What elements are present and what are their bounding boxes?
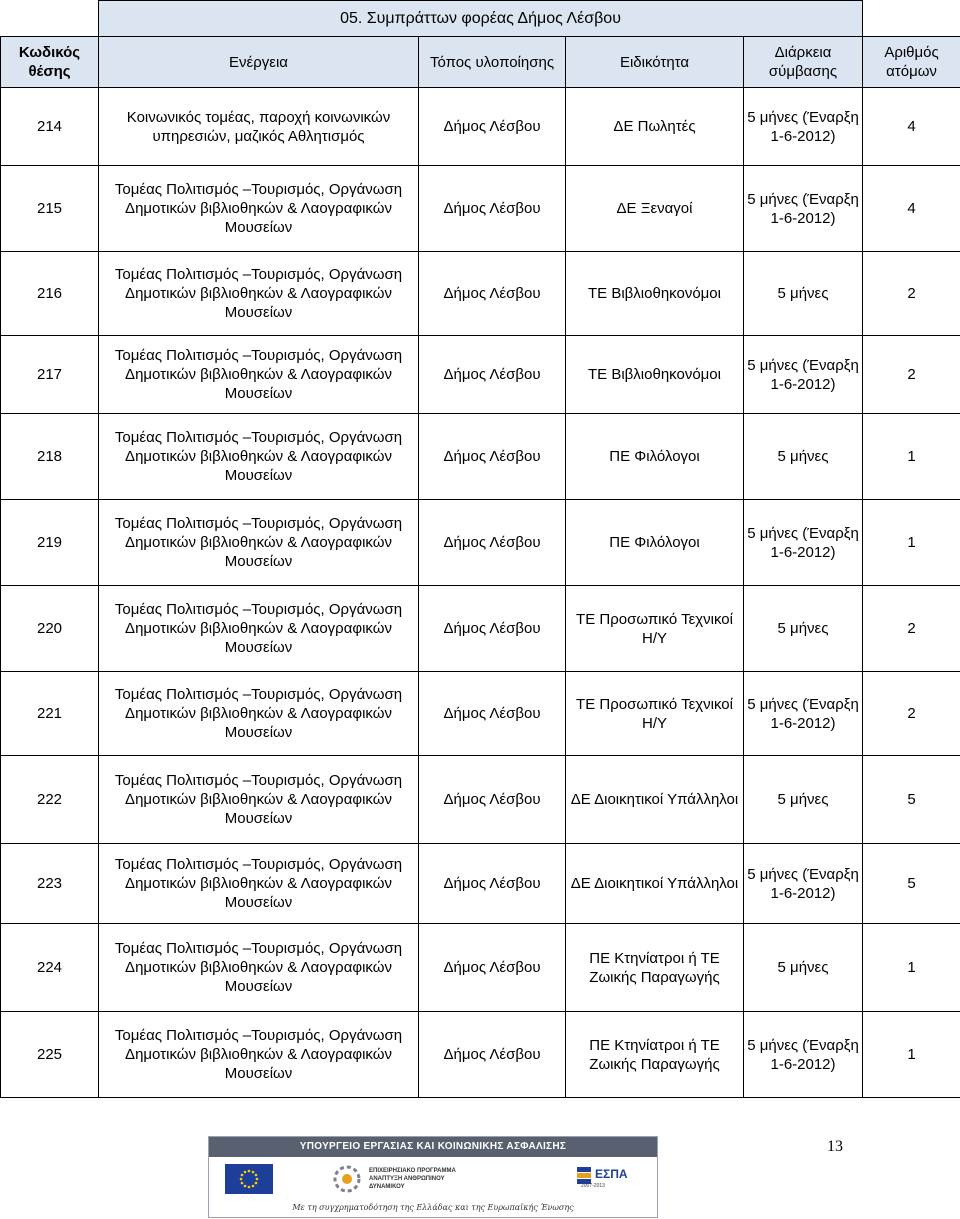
persons-cell: 1: [863, 924, 960, 1012]
header-persons: Αριθμός ατόμων: [863, 37, 960, 88]
persons-cell: 5: [863, 844, 960, 924]
code-cell: 218: [1, 414, 99, 500]
place-cell: Δήμος Λέσβου: [419, 252, 566, 336]
header-code: Κωδικός θέσης: [1, 37, 99, 88]
specialty-cell: ΔΕ Πωλητές: [566, 88, 744, 166]
table-row: [1, 672, 960, 756]
place-cell: Δήμος Λέσβου: [419, 166, 566, 252]
ministry-banner: ΥΠΟΥΡΓΕΙΟ ΕΡΓΑΣΙΑΣ ΚΑΙ ΚΟΙΝΩΝΙΚΗΣ ΑΣΦΑΛΙΣΗΣ: [209, 1137, 657, 1157]
place-cell: Δήμος Λέσβου: [419, 756, 566, 844]
action-cell: Τομέας Πολιτισμός –Τουρισμός, Οργάνωση Δημοτικών βιβλιοθηκών & Λαογραφικών Μουσείων: [99, 252, 419, 336]
duration-cell: 5 μήνες: [744, 414, 863, 500]
place-cell: Δήμος Λέσβου: [419, 500, 566, 586]
espa-logo-text: ΕΣΠΑ: [595, 1167, 628, 1181]
table-row: [1, 414, 960, 500]
code-cell: 224: [1, 924, 99, 1012]
code-cell: 217: [1, 336, 99, 414]
title-blank-right: [863, 1, 960, 37]
persons-cell: 1: [863, 1012, 960, 1098]
place-cell: Δήμος Λέσβου: [419, 414, 566, 500]
place-cell: Δήμος Λέσβου: [419, 924, 566, 1012]
espa-period: 2007-2013: [581, 1183, 605, 1189]
persons-cell: 2: [863, 586, 960, 672]
table-row: [1, 88, 960, 166]
duration-cell: 5 μήνες (Έναρξη 1-6-2012): [744, 500, 863, 586]
code-cell: 215: [1, 166, 99, 252]
duration-cell: 5 μήνες: [744, 756, 863, 844]
persons-cell: 4: [863, 166, 960, 252]
duration-cell: 5 μήνες (Έναρξη 1-6-2012): [744, 336, 863, 414]
duration-cell: 5 μήνες (Έναρξη 1-6-2012): [744, 844, 863, 924]
table-row: [1, 500, 960, 586]
action-cell: Τομέας Πολιτισμός –Τουρισμός, Οργάνωση Δημοτικών βιβλιοθηκών & Λαογραφικών Μουσείων: [99, 500, 419, 586]
header-place: Τόπος υλοποίησης: [419, 37, 566, 88]
action-cell: Τομέας Πολιτισμός –Τουρισμός, Οργάνωση Δημοτικών βιβλιοθηκών & Λαογραφικών Μουσείων: [99, 336, 419, 414]
action-cell: Τομέας Πολιτισμός –Τουρισμός, Οργάνωση Δημοτικών βιβλιοθηκών & Λαογραφικών Μουσείων: [99, 166, 419, 252]
persons-cell: 1: [863, 414, 960, 500]
action-cell: Τομέας Πολιτισμός –Τουρισμός, Οργάνωση Δημοτικών βιβλιοθηκών & Λαογραφικών Μουσείων: [99, 586, 419, 672]
table-row: [1, 166, 960, 252]
place-cell: Δήμος Λέσβου: [419, 586, 566, 672]
persons-cell: 2: [863, 672, 960, 756]
table-row: [1, 756, 960, 844]
specialty-cell: ΤΕ Προσωπικό Τεχνικοί Η/Υ: [566, 586, 744, 672]
table-row: [1, 336, 960, 414]
table-row: [1, 844, 960, 924]
code-cell: 214: [1, 88, 99, 166]
specialty-cell: ΤΕ Βιβλιοθηκονόμοι: [566, 252, 744, 336]
programme-name: ΕΠΙΧΕΙΡΗΣΙΑΚΟ ΠΡΟΓΡΑΜΜΑ ΑΝΑΠΤΥΞΗ ΑΝΘΡΩΠΙΝΟΥ ΔΥΝΑΜΙΚΟΥ: [369, 1168, 456, 1190]
specialty-cell: ΤΕ Προσωπικό Τεχνικοί Η/Υ: [566, 672, 744, 756]
action-cell: Κοινωνικός τομέας, παροχή κοινωνικών υπηρεσιών, μαζικός Αθλητισμός: [99, 88, 419, 166]
action-cell: Τομέας Πολιτισμός –Τουρισμός, Οργάνωση Δημοτικών βιβλιοθηκών & Λαογραφικών Μουσείων: [99, 844, 419, 924]
specialty-cell: ΤΕ Βιβλιοθηκονόμοι: [566, 336, 744, 414]
code-cell: 219: [1, 500, 99, 586]
eu-flag-icon: [225, 1164, 273, 1194]
header-duration: Διάρκεια σύμβασης: [744, 37, 863, 88]
duration-cell: 5 μήνες (Έναρξη 1-6-2012): [744, 166, 863, 252]
code-cell: 223: [1, 844, 99, 924]
code-cell: 220: [1, 586, 99, 672]
funding-logos: [209, 1159, 657, 1199]
persons-cell: 2: [863, 336, 960, 414]
action-cell: Τομέας Πολιτισμός –Τουρισμός, Οργάνωση Δημοτικών βιβλιοθηκών & Λαογραφικών Μουσείων: [99, 1012, 419, 1098]
duration-cell: 5 μήνες (Έναρξη 1-6-2012): [744, 88, 863, 166]
place-cell: Δήμος Λέσβου: [419, 844, 566, 924]
persons-cell: 4: [863, 88, 960, 166]
specialty-cell: ΔΕ Διοικητικοί Υπάλληλοι: [566, 756, 744, 844]
specialty-cell: ΠΕ Κτηνίατροι ή ΤΕ Ζωικής Παραγωγής: [566, 924, 744, 1012]
code-cell: 222: [1, 756, 99, 844]
table-row: [1, 252, 960, 336]
place-cell: Δήμος Λέσβου: [419, 1012, 566, 1098]
table-row: [1, 586, 960, 672]
duration-cell: 5 μήνες: [744, 586, 863, 672]
persons-cell: 5: [863, 756, 960, 844]
action-cell: Τομέας Πολιτισμός –Τουρισμός, Οργάνωση Δημοτικών βιβλιοθηκών & Λαογραφικών Μουσείων: [99, 756, 419, 844]
table-row: [1, 924, 960, 1012]
title-blank-left: [1, 1, 99, 37]
code-cell: 221: [1, 672, 99, 756]
header-specialty: Ειδικότητα: [566, 37, 744, 88]
table-title: 05. Συμπράττων φορέας Δήμος Λέσβου: [99, 1, 863, 37]
header-action: Ενέργεια: [99, 37, 419, 88]
specialty-cell: ΔΕ Διοικητικοί Υπάλληλοι: [566, 844, 744, 924]
specialty-cell: ΠΕ Φιλόλογοι: [566, 500, 744, 586]
footer-funding-banner: [208, 1136, 658, 1218]
cofunding-text: Με τη συγχρηματοδότηση της Ελλάδας και της Ευρωπαϊκής Ένωσης: [292, 1203, 574, 1212]
action-cell: Τομέας Πολιτισμός –Τουρισμός, Οργάνωση Δημοτικών βιβλιοθηκών & Λαογραφικών Μουσείων: [99, 672, 419, 756]
place-cell: Δήμος Λέσβου: [419, 88, 566, 166]
specialty-cell: ΠΕ Κτηνίατροι ή ΤΕ Ζωικής Παραγωγής: [566, 1012, 744, 1098]
action-cell: Τομέας Πολιτισμός –Τουρισμός, Οργάνωση Δημοτικών βιβλιοθηκών & Λαογραφικών Μουσείων: [99, 924, 419, 1012]
duration-cell: 5 μήνες: [744, 252, 863, 336]
page-number: 13: [827, 1138, 843, 1155]
specialty-cell: ΔΕ Ξεναγοί: [566, 166, 744, 252]
persons-cell: 1: [863, 500, 960, 586]
specialty-cell: ΠΕ Φιλόλογοι: [566, 414, 744, 500]
duration-cell: 5 μήνες: [744, 924, 863, 1012]
code-cell: 216: [1, 252, 99, 336]
action-cell: Τομέας Πολιτισμός –Τουρισμός, Οργάνωση Δημοτικών βιβλιοθηκών & Λαογραφικών Μουσείων: [99, 414, 419, 500]
duration-cell: 5 μήνες (Έναρξη 1-6-2012): [744, 1012, 863, 1098]
programme-logo-icon: [329, 1163, 365, 1195]
place-cell: Δήμος Λέσβου: [419, 672, 566, 756]
place-cell: Δήμος Λέσβου: [419, 336, 566, 414]
code-cell: 225: [1, 1012, 99, 1098]
persons-cell: 2: [863, 252, 960, 336]
duration-cell: 5 μήνες (Έναρξη 1-6-2012): [744, 672, 863, 756]
table-row: [1, 1012, 960, 1098]
